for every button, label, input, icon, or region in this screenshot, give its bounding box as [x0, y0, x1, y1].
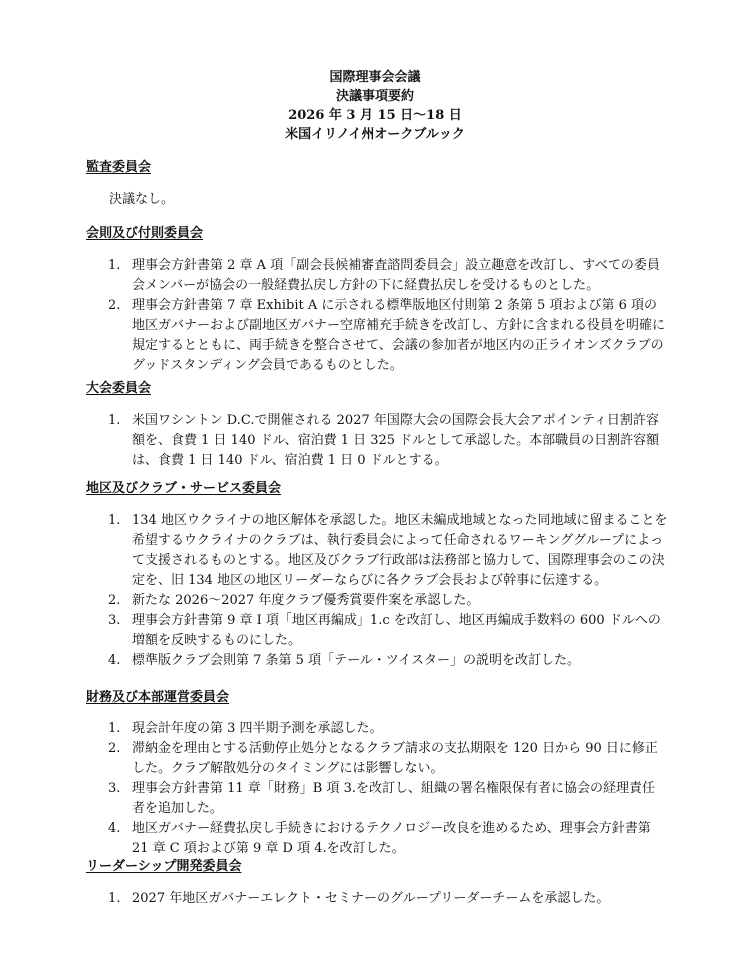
item-number: 1.	[108, 513, 121, 528]
section-list-constitution	[108, 256, 668, 376]
item-text: 現会計年度の第 3 四半期予測を承認した。	[132, 721, 383, 736]
list-item	[108, 591, 668, 611]
section-list-finance	[108, 719, 668, 859]
item-number: 2.	[108, 593, 121, 608]
header-date: 2026 年 3 月 15 日〜18 日	[288, 108, 462, 123]
section-text-audit: 決議なし。	[109, 192, 175, 207]
section-title-finance: 財務及び本部運営委員会	[86, 690, 230, 705]
list-item	[108, 511, 668, 591]
list-item	[108, 651, 668, 671]
item-text: 理事会方針書第 7 章 Exhibit A に示される標準版地区付則第 2 条第 5 項および第 6 項の地区ガバナーおよび副地区ガバナー空席補充手続きを改訂し、方針に含まれる役員を明確に規定するとともに、両手続きを整合させて、会議の参加者が地区内の正ライオンズクラブのグッドスタンディング会員であるものとした。	[132, 298, 666, 373]
item-text: 地区ガバナー経費払戻し手続きにおけるテクノロジー改良を進めるため、理事会方針書第 21 章 C 項および第 9 章 D 項 4.を改訂した。	[132, 821, 651, 856]
list-item	[108, 611, 668, 651]
section-list-convention	[108, 411, 668, 471]
item-text: 滞納金を理由とする活動停止処分となるクラブ請求の支払期限を 120 日から 90 日に修正した。クラブ解散処分のタイミングには影響しない。	[132, 741, 658, 776]
item-text: 理事会方針書第 2 章 A 項「副会長候補審査諮問委員会」設立趣意を改訂し、すべての委員会メンバーが協会の一般経費払戻し方針の下に経費払戻しを受けるものとした。	[132, 258, 660, 293]
list-item	[108, 719, 668, 739]
item-number: 2.	[108, 741, 121, 756]
section-list-leadership	[108, 889, 668, 909]
list-item	[108, 739, 668, 779]
item-text: 134 地区ウクライナの地区解体を承認した。地区未編成地域となった同地域に留まることを希望するウクライナのクラブは、執行委員会によって任命されるワーキンググループによって支援されるものとする。地区及びクラブ行政部は法務部と協力して、国際理事会のこの決定を、旧 134 地区の地区リーダーならびに各クラブ会長および幹事に伝達する。	[132, 513, 668, 588]
item-number: 1.	[108, 721, 121, 736]
item-text: 2027 年地区ガバナーエレクト・セミナーのグループリーダーチームを承認した。	[132, 891, 610, 906]
item-number: 3.	[108, 781, 121, 796]
item-number: 2.	[108, 298, 121, 313]
item-number: 1.	[108, 413, 121, 428]
list-item	[108, 819, 668, 859]
item-text: 理事会方針書第 9 章 I 項「地区再編成」1.c を改訂し、地区再編成手数料の 600 ドルへの増額を反映するものにした。	[132, 613, 661, 648]
item-number: 1.	[108, 891, 121, 906]
item-number: 3.	[108, 613, 121, 628]
item-number: 1.	[108, 258, 121, 273]
list-item	[108, 411, 668, 471]
item-number: 4.	[108, 821, 121, 836]
item-text: 米国ワシントン D.C.で開催される 2027 年国際大会の国際会長大会アポインティ日割許容額を、食費 1 日 140 ドル、宿泊費 1 日 325 ドルとして承認した。本部職員の日割許容額は、食費 1 日 140 ドル、宿泊費 1 日 0 ドルとする。	[132, 413, 660, 468]
section-list-district-club	[108, 511, 668, 671]
header-organization: 国際理事会会議	[329, 70, 421, 85]
list-item	[108, 889, 668, 909]
list-item	[108, 256, 668, 296]
section-title-convention: 大会委員会	[86, 381, 152, 396]
header-location: 米国イリノイ州オークブルック	[285, 127, 465, 142]
header-subtitle: 決議事項要約	[335, 89, 414, 104]
section-title-constitution: 会則及び付則委員会	[86, 226, 204, 241]
list-item	[108, 779, 668, 819]
section-title-leadership: リーダーシップ開発委員会	[86, 859, 242, 874]
section-title-audit: 監査委員会	[86, 160, 152, 175]
item-text: 標準版クラブ会則第 7 条第 5 項「テール・ツイスター」の説明を改訂した。	[132, 653, 581, 668]
list-item	[108, 296, 668, 376]
item-text: 新たな 2026〜2027 年度クラブ優秀賞要件案を承認した。	[132, 593, 480, 608]
section-title-district-club: 地区及びクラブ・サービス委員会	[86, 481, 282, 496]
item-text: 理事会方針書第 11 章「財務」B 項 3.を改訂し、組織の署名権限保有者に協会の経理責任者を追加した。	[132, 781, 656, 816]
item-number: 4.	[108, 653, 121, 668]
document-header	[0, 68, 750, 144]
